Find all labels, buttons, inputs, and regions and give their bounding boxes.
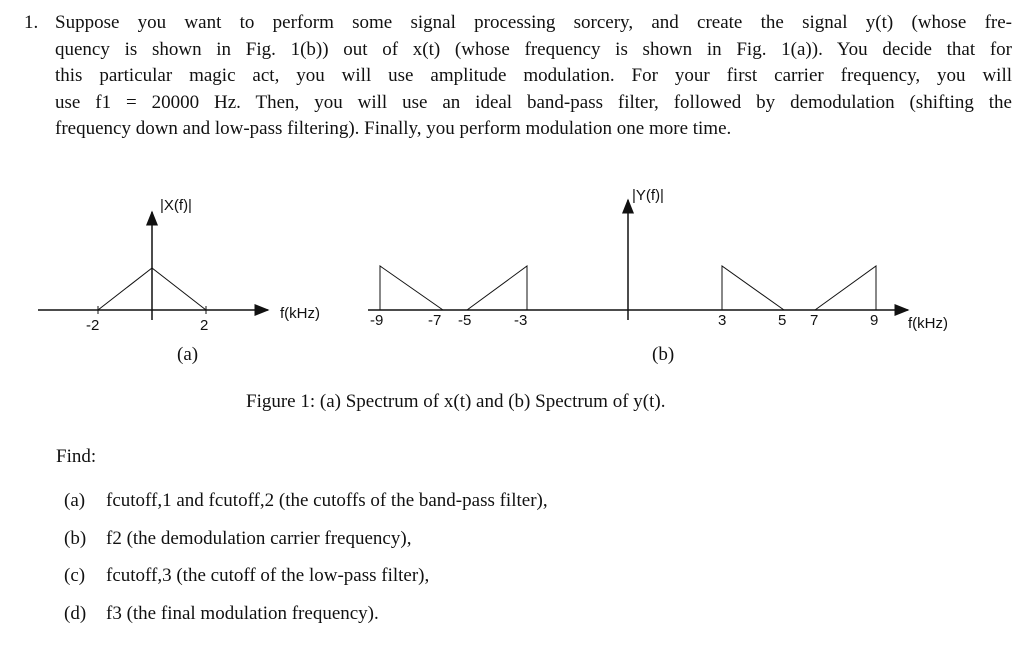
figure-b-right-rising	[815, 266, 876, 310]
problem-line-5: frequency down and low-pass filtering). Finally, you perform modulation one more time.	[55, 118, 732, 139]
problem-line-1: Suppose you want to perform some signal processing sorcery, and create the signal y(t) (whose fre-	[55, 12, 1012, 33]
question-part-label: (b)	[64, 527, 87, 549]
figure-b-tick-label-neg9: -9	[370, 312, 384, 329]
figure-b-spectrum	[368, 187, 948, 332]
problem-line-3: this particular magic act, you will use amplitude modulation. For your first carrier frequency, you will	[55, 65, 1012, 86]
question-part-text: fcutoff,3 (the cutoff of the low-pass filter),	[106, 565, 430, 586]
figure-a-tick-label-neg2: -2	[86, 317, 100, 334]
question-part-b	[64, 528, 548, 566]
question-part-c	[64, 565, 548, 603]
figure-a-ylabel: |X(f)|	[160, 197, 192, 214]
figure-b-tick-label-neg5: -5	[458, 312, 472, 329]
figure-b-tick-label-9: 9	[870, 312, 879, 329]
question-part-a	[64, 490, 548, 528]
figure-b-tick-label-5: 5	[778, 312, 787, 329]
figure-b-left-falling	[380, 266, 443, 310]
figure-caption: Figure 1: (a) Spectrum of x(t) and (b) Spectrum of y(t).	[246, 391, 666, 412]
question-part-label: (d)	[64, 602, 87, 624]
figure-a-tick-label-2: 2	[200, 317, 209, 334]
figure-a-spectrum	[38, 197, 320, 334]
figure-b-right-falling	[722, 266, 784, 310]
figure-b-tick-label-neg3: -3	[514, 312, 528, 329]
problem-number: 1.	[24, 12, 39, 33]
question-part-d	[64, 603, 548, 641]
question-part-text: f3 (the final modulation frequency).	[106, 602, 379, 624]
figure-b-left-rising	[467, 266, 527, 310]
figure-b-tick-label-neg7: -7	[428, 312, 442, 329]
question-part-text: fcutoff,1 and fcutoff,2 (the cutoffs of the band-pass filter),	[106, 490, 548, 511]
figure-b-sublabel: (b)	[652, 344, 675, 365]
figure-b-ylabel: |Y(f)|	[632, 187, 664, 204]
problem-line-4: use f1 = 20000 Hz. Then, you will use an ideal band-pass filter, followed by demodulation (shifting the	[55, 91, 1012, 113]
find-heading: Find:	[56, 446, 97, 467]
figure-b-xlabel: f(kHz)	[908, 315, 948, 332]
figure-b-tick-label-3: 3	[718, 312, 727, 329]
question-parts	[64, 490, 548, 640]
problem-line-2: quency is shown in Fig. 1(b)) out of x(t) (whose frequency is shown in Fig. 1(a)). You decide that for	[55, 38, 1012, 60]
question-part-label: (a)	[64, 490, 86, 511]
figure-b-tick-label-7: 7	[810, 312, 819, 329]
question-part-label: (c)	[64, 565, 86, 586]
figure-a-xlabel: f(kHz)	[280, 305, 320, 322]
figure-a-sublabel: (a)	[177, 344, 199, 365]
question-part-text: f2 (the demodulation carrier frequency),	[106, 527, 412, 549]
